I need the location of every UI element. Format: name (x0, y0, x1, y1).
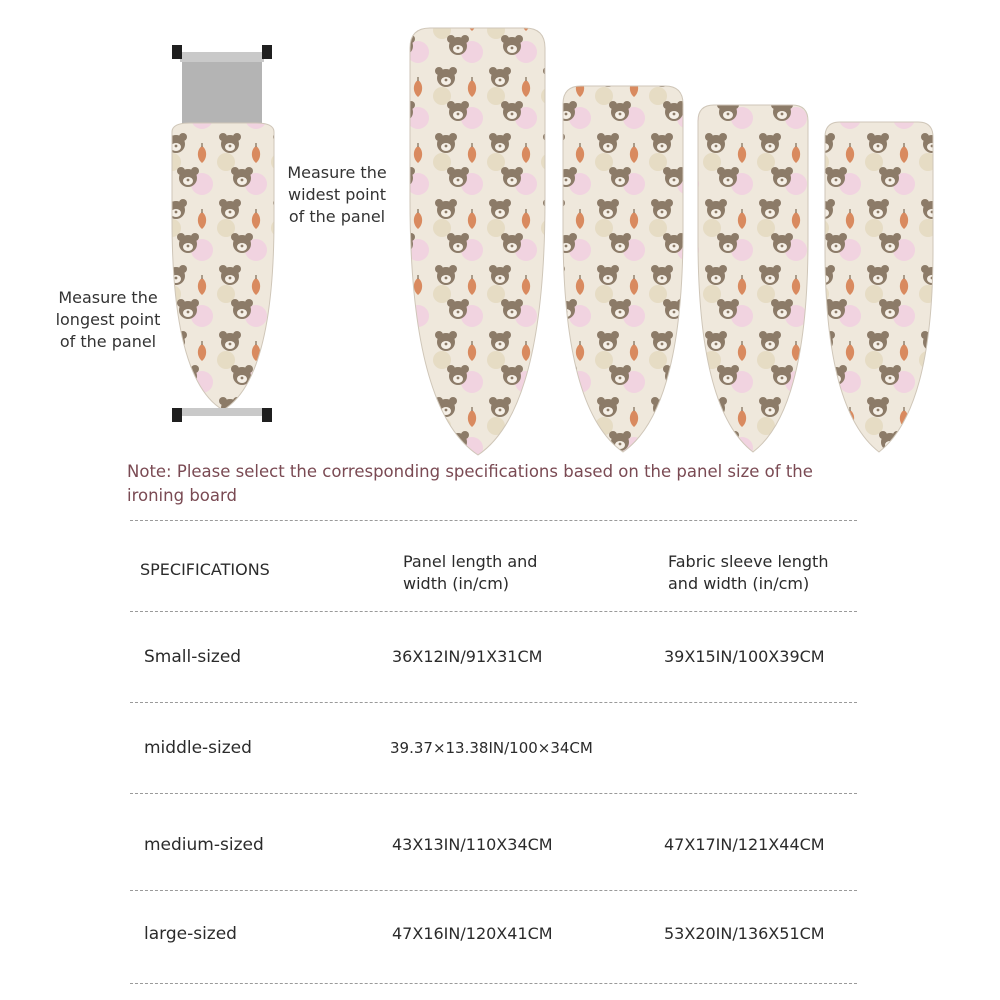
board-cover-large (410, 28, 545, 455)
size-name: Small-sized (144, 647, 242, 667)
table-row (130, 890, 857, 984)
stand-foot (262, 408, 272, 422)
panel-size: 36X12IN/91X31CM (392, 647, 543, 666)
stand-foot (172, 408, 182, 422)
panel-size: 39.37×13.38IN/100×34CM (390, 739, 593, 757)
header-panel-size: Panel length and width (in/cm) (403, 552, 538, 593)
sleeve-size: 39X15IN/100X39CM (664, 647, 825, 666)
sleeve-size: 53X20IN/136X51CM (664, 924, 825, 943)
board-cover-small (825, 122, 933, 452)
stand-foot (172, 45, 182, 59)
ironing-board-drawing (0, 0, 1000, 460)
header-sleeve-size: Fabric sleeve length and width (in/cm) (668, 552, 829, 593)
size-name: medium-sized (144, 835, 264, 855)
board-cover-middle (698, 105, 808, 452)
stand-foot (262, 45, 272, 59)
sleeve-size: 47X17IN/121X44CM (664, 835, 825, 854)
table-header-row (130, 520, 857, 611)
size-name: large-sized (144, 924, 237, 944)
size-name: middle-sized (144, 738, 252, 758)
board-cover-medium (563, 86, 683, 452)
left-board-cover (172, 123, 274, 410)
panel-size: 47X16IN/120X41CM (392, 924, 553, 943)
left-board-with-stand (172, 45, 274, 422)
header-specifications: SPECIFICATIONS (140, 560, 270, 579)
specifications-table (130, 520, 857, 984)
panel-size: 43X13IN/110X34CM (392, 835, 553, 854)
ironing-board-illustration (0, 0, 1000, 460)
measure-longest-label: Measure the longest point of the panel (55, 288, 161, 351)
size-selection-note: Note: Please select the corresponding specifications based on the panel size of the ironing board (127, 462, 813, 505)
measure-widest-label: Measure the widest point of the panel (287, 163, 387, 226)
table-row (130, 702, 857, 793)
iron-rest (182, 62, 262, 124)
table-row (130, 611, 857, 702)
table-row (130, 793, 857, 890)
stand-bottom-bar (180, 408, 264, 416)
stand-top-bar (180, 52, 264, 62)
